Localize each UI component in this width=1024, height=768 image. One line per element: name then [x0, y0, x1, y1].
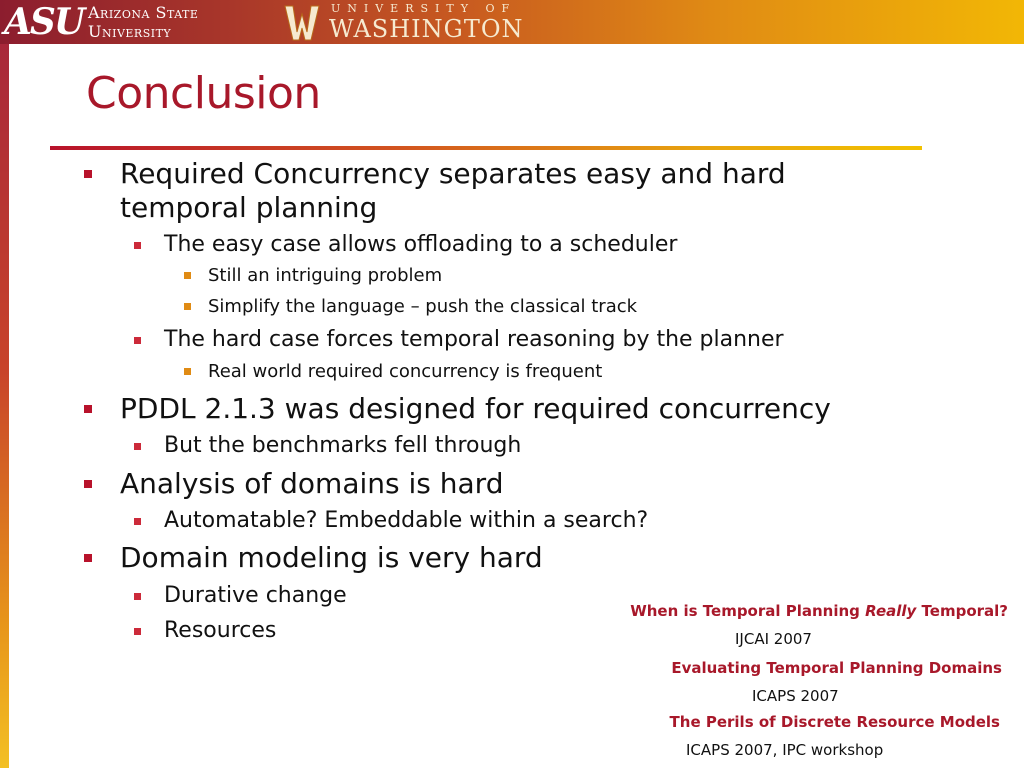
bullet-marker [84, 170, 92, 178]
reference-venue: ICAPS 2007 [752, 687, 839, 705]
bullet-text: Real world required concurrency is frequent [208, 361, 603, 382]
bullet-text: Durative change [164, 583, 347, 608]
bullet-text: Resources [164, 618, 277, 643]
bullet-marker [134, 593, 141, 600]
bullet-marker [84, 554, 92, 562]
bullet-text: Analysis of domains is hard [120, 467, 504, 500]
bullet-marker [134, 518, 141, 525]
bullet-marker [134, 628, 141, 635]
reference-title-part: Temporal? [916, 602, 1008, 620]
reference-venue: ICAPS 2007, IPC workshop [686, 741, 884, 759]
bullet-text: Automatable? Embeddable within a search? [164, 508, 649, 533]
bullet-text: temporal planning [120, 191, 378, 224]
bullet-marker [184, 368, 191, 375]
bullet-text: Required Concurrency separates easy and hard [120, 157, 786, 190]
bullet-text: Simplify the language – push the classical track [208, 296, 638, 317]
bullet-text: PDDL 2.1.3 was designed for required concurrency [120, 392, 831, 425]
bullet-marker [84, 480, 92, 488]
bullet-marker [134, 443, 141, 450]
reference-title-part: When is Temporal Planning [630, 602, 866, 620]
bullet-text: Domain modeling is very hard [120, 541, 543, 574]
asu-logo: ASU [4, 1, 84, 43]
bullet-text: The easy case allows offloading to a scheduler [164, 232, 678, 257]
bullet-marker [184, 303, 191, 310]
slide-title: Conclusion [86, 68, 321, 119]
reference-title: Evaluating Temporal Planning Domains [671, 659, 1002, 677]
bullet-text: Still an intriguing problem [208, 265, 443, 286]
bullet-text: The hard case forces temporal reasoning by the planner [164, 327, 784, 352]
reference-title: The Perils of Discrete Resource Models [669, 713, 1000, 731]
bullet-marker [134, 242, 141, 249]
references-block [540, 600, 1024, 768]
bullet-marker [84, 405, 92, 413]
reference-title [630, 602, 1008, 620]
uw-big-text: WASHINGTON [329, 15, 524, 43]
uw-small-text: UNIVERSITY OF [331, 2, 517, 15]
asu-name-line2: University [88, 22, 172, 41]
bullet-marker [134, 337, 141, 344]
bullet-marker [184, 272, 191, 279]
reference-venue: IJCAI 2007 [735, 630, 812, 648]
reference-title-emphasis: Really [865, 602, 917, 620]
bullet-text: But the benchmarks fell through [164, 433, 522, 458]
asu-name-line1: Arizona State [88, 3, 199, 22]
